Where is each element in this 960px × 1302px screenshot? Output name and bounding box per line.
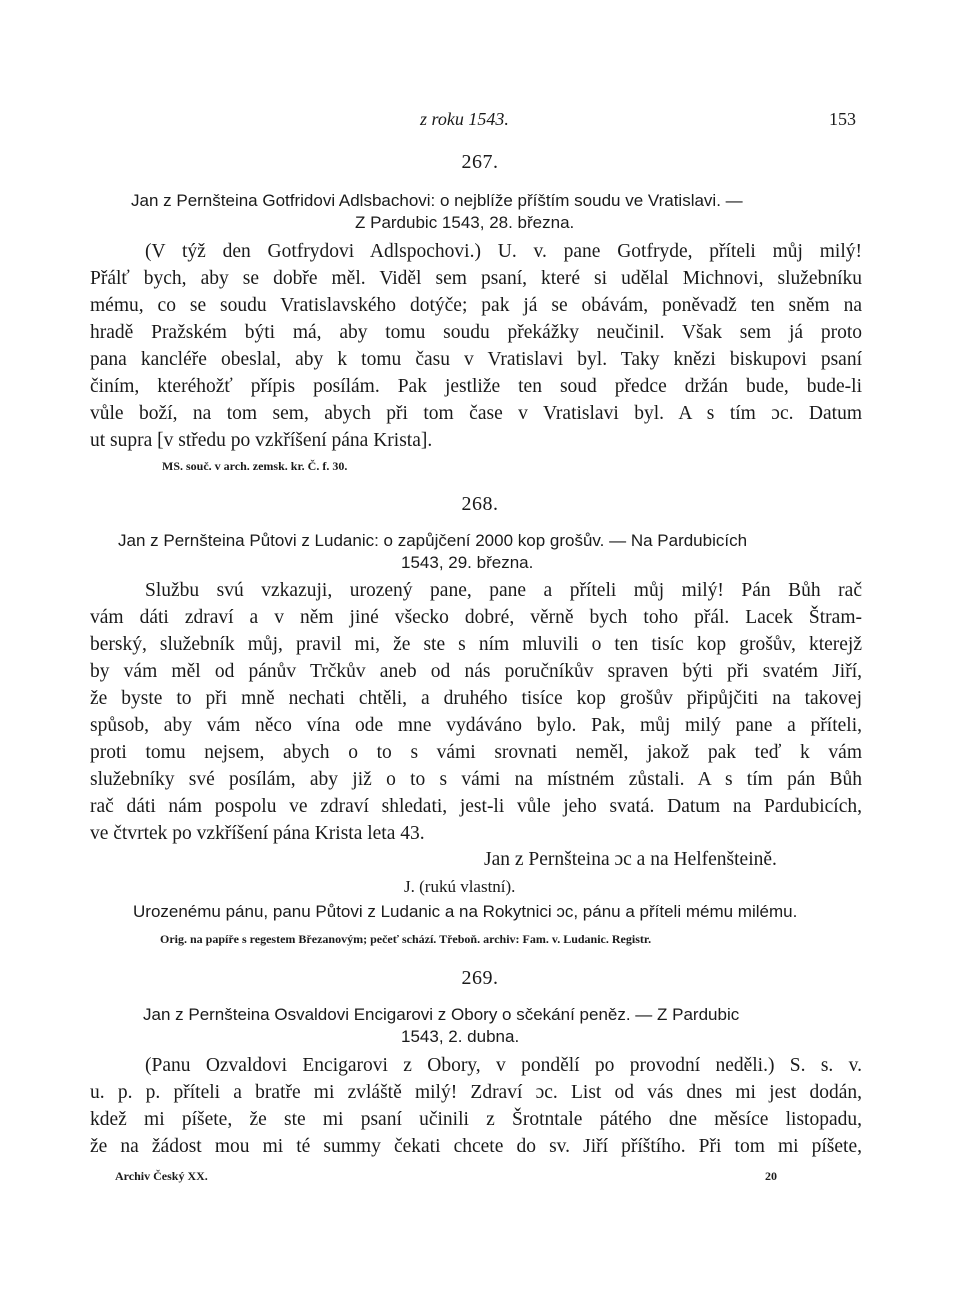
body-267-line-1: (V týž den Gotfrydovi Adlspochovi.) U. v. pane Gotfryde, příteli můj milý! <box>145 241 862 262</box>
body-268-line-9: rač dáti nám pospolu ve zdraví shledati, jest-li vůle jeho svatá. Datum na Pardubicích, <box>90 796 862 817</box>
body-268-line-5: že byste to při mně nechati chtěli, a druhého tisíce kop grošův připůjčiti na takovej <box>90 688 862 709</box>
body-267-line-4: hradě Pražském býti má, aby tomu soudu překážky neučinil. Však sem já proto <box>90 322 862 343</box>
body-267-line-3: mému, co se soudu Vratislavského dotýče; pak já se obávám, poněvadž ten sněm na <box>90 295 862 316</box>
footer-signature-mark: 20 <box>765 1169 777 1183</box>
running-header-title: z roku 1543. <box>420 109 509 129</box>
summary-267-line-1: Jan z Pernšteina Gotfridovi Adlsbachovi: o nejblíže příštím soudu ve Vratislavi. — <box>131 191 743 210</box>
body-268-line-3: berský, služebník můj, pravil mi, že ste s ním mluvili o ten tisíc kop grošův, kterejž <box>90 634 862 655</box>
body-267-line-2: Přálť bych, aby se dobře měl. Viděl sem psaní, které si udělal Michnovi, služebníku <box>90 268 862 289</box>
source-note-267: MS. souč. v arch. zemsk. kr. Č. f. 30. <box>162 459 348 473</box>
body-269-line-3: kdež mi píšete, že ste mi psaní učinili z Šrotntale pátého dne měsíce listopadu, <box>90 1109 862 1130</box>
body-268-line-2: vám dáti zdraví a v něm jiné všecko dobré, věrně bych toho přál. Lacek Štram- <box>90 607 862 628</box>
body-269-line-1: (Panu Ozvaldovi Encigarovi z Obory, v pondělí po provodní neděli.) S. s. v. <box>145 1055 862 1076</box>
document-number-267: 267. <box>461 151 499 173</box>
body-268-line-10: ve čtvrtek po vzkříšení pána Krista leta 43. <box>90 823 425 844</box>
address-268: Urozenému pánu, panu Půtovi z Ludanic a na Rokytnici ɔc, pánu a příteli mému milému. <box>133 902 798 921</box>
summary-269-line-2: 1543, 2. dubna. <box>401 1027 520 1046</box>
summary-269-line-1: Jan z Pernšteina Osvaldovi Encigarovi z Obory o sčekání peněz. — Z Pardubic <box>143 1005 740 1024</box>
summary-267-line-2: Z Pardubic 1543, 28. března. <box>355 213 575 232</box>
body-267-line-5: pana kancléře obeslal, aby k tomu času v Vratislavi byl. Taky knězi biskupovi psaní <box>90 349 862 370</box>
body-267-line-7: vůle boží, na tom sem, abych při tom čase v Vratislavi byl. A s tím ɔc. Datum <box>90 403 862 424</box>
footer-volume: Archiv Český XX. <box>115 1169 208 1183</box>
body-267-line-8: ut supra [v středu po vzkříšení pána Krista]. <box>90 430 433 451</box>
body-269-line-4: že na žádost mou mi té summy čekati chcete do sv. Jiří příštího. Při tom mi píšete, <box>90 1136 862 1157</box>
signature-note-268: J. (rukú vlastní). <box>404 877 516 896</box>
document-number-268: 268. <box>461 493 499 515</box>
body-268-line-4: by vám měl od pánův Trčkův aneb od nás poručníkův spraven býti při svatém Jiří, <box>90 661 862 682</box>
signature-268: Jan z Pernšteina ɔc a na Helfenšteině. <box>484 849 777 870</box>
summary-268-line-2: 1543, 29. března. <box>401 553 534 572</box>
page-number: 153 <box>829 109 856 129</box>
body-269-line-2: u. p. p. příteli a bratře mi zvláště milý! Zdraví ɔc. List od vás dnes mi jest dodán, <box>90 1082 862 1103</box>
body-268-line-7: proti tomu nejsem, abych o to s vámi srovnati neměl, jakož pak teď k vám <box>90 742 862 763</box>
body-268-line-1: Službu svú vzkazuji, urozený pane, pane a příteli můj milý! Pán Bůh rač <box>145 580 862 601</box>
body-268-line-8: služebníky své posílám, aby již o to s vámi na místném zůstali. A s tím pán Bůh <box>90 769 862 790</box>
document-number-269: 269. <box>461 967 499 989</box>
source-note-268: Orig. na papíře s regestem Březanovým; pečeť schází. Třeboň. archiv: Fam. v. Ludanic. Registr. <box>160 932 652 946</box>
summary-268-line-1: Jan z Pernšteina Půtovi z Ludanic: o zapůjčení 2000 kop grošův. — Na Pardubicích <box>118 531 748 550</box>
body-268-line-6: spůsob, aby vám něco vína ode mne vydáváno bylo. Pak, můj milý pane a příteli, <box>90 715 862 736</box>
body-267-line-6: činím, kteréhožť přípis posílám. Pak jestliže ten soud předce držán bude, bude-li <box>90 376 862 397</box>
